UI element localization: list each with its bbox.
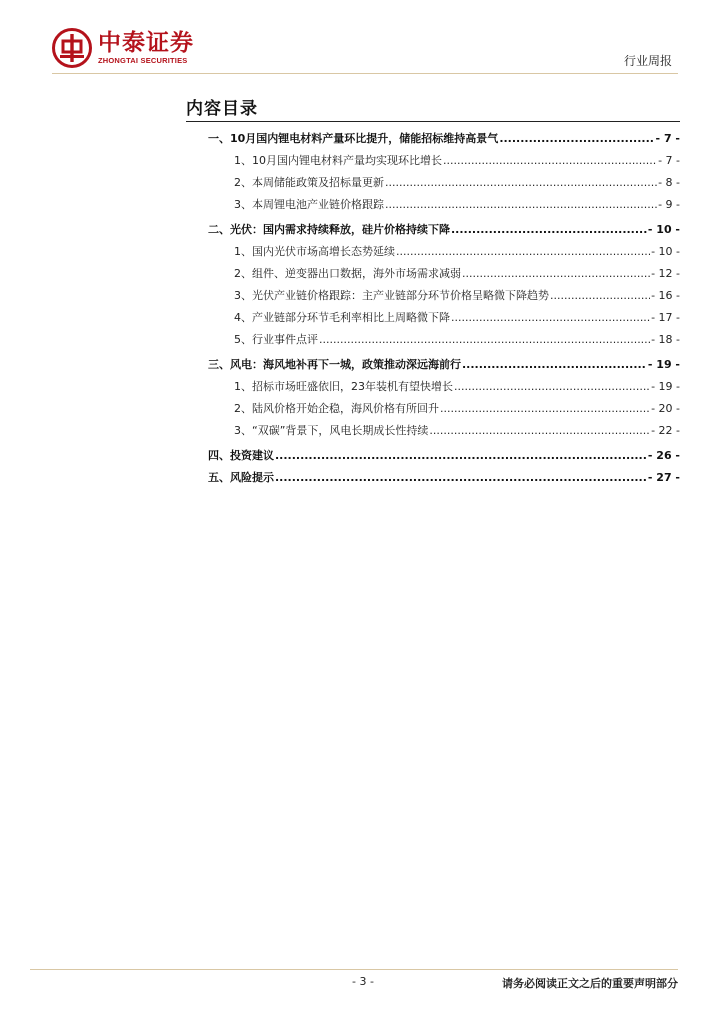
toc-entry-section-2[interactable] (186, 219, 680, 241)
toc-entry-text: 三、风电：海风地补再下一城，政策推动深远海前行 (208, 358, 461, 371)
toc-entry-page: - 26 - (647, 449, 680, 462)
toc-entry-page: - 7 - (658, 154, 680, 167)
toc-entry-text: 3、本周锂电池产业链价格跟踪 (234, 198, 384, 211)
toc-entry-text: 3、光伏产业链价格跟踪：主产业链部分环节价格呈略微下降趋势 (234, 289, 549, 302)
toc-entry-subsection[interactable] (186, 307, 680, 329)
toc-entry-text: 2、本周储能政策及招标量更新 (234, 176, 384, 189)
toc-entry-page: - 27 - (647, 471, 680, 484)
toc-entry-page: - 10 - (651, 245, 680, 258)
toc-entry-text: 四、投资建议 (208, 449, 274, 462)
toc-entry-page: - 7 - (655, 132, 680, 145)
toc-title-divider (186, 121, 680, 122)
toc-leader-dots (451, 219, 647, 241)
toc-entry-page: - 18 - (651, 333, 680, 346)
toc-leader-dots (429, 420, 650, 442)
header-divider (52, 73, 678, 74)
toc-entry-subsection[interactable] (186, 398, 680, 420)
toc-entry-text: 5、行业事件点评 (234, 333, 318, 346)
toc-entry-subsection[interactable] (186, 172, 680, 194)
toc-leader-dots (385, 172, 657, 194)
toc-entry-subsection[interactable] (186, 285, 680, 307)
toc-leader-dots (499, 128, 654, 150)
toc-entry-subsection[interactable] (186, 329, 680, 351)
toc-entry-text: 一、10月国内锂电材料产量环比提升，储能招标维持高景气 (208, 132, 499, 145)
toc-entry-text: 五、风险提示 (208, 471, 274, 484)
footer-disclaimer: 请务必阅读正文之后的重要声明部分 (502, 977, 678, 990)
toc-entry-text: 1、国内光伏市场高增长态势延续 (234, 245, 395, 258)
logo-chinese-name: 中泰证券 (98, 30, 194, 56)
toc-entry-page: - 9 - (658, 198, 680, 211)
report-type-label: 行业周报 (623, 54, 672, 68)
toc-entry-subsection[interactable] (186, 263, 680, 285)
page-number: - 3 - (352, 975, 374, 988)
toc-entry-text: 1、10月国内锂电材料产量均实现环比增长 (234, 154, 442, 167)
table-of-contents (186, 128, 680, 489)
toc-entry-text: 2、陆风价格开始企稳，海风价格有所回升 (234, 402, 439, 415)
toc-entry-subsection[interactable] (186, 376, 680, 398)
toc-entry-text: 2、组件、逆变器出口数据，海外市场需求减弱 (234, 267, 461, 280)
toc-leader-dots (396, 241, 650, 263)
toc-entry-subsection[interactable] (186, 194, 680, 216)
toc-entry-page: - 12 - (651, 267, 680, 280)
toc-entry-section-3[interactable] (186, 354, 680, 376)
toc-leader-dots (385, 194, 657, 216)
toc-leader-dots (550, 285, 650, 307)
toc-leader-dots (319, 329, 650, 351)
toc-leader-dots (440, 398, 650, 420)
company-logo (52, 28, 194, 68)
toc-entry-page: - 19 - (647, 358, 680, 371)
toc-leader-dots (451, 307, 650, 329)
toc-leader-dots (275, 445, 647, 467)
toc-entry-section-1[interactable] (186, 128, 680, 150)
page-header (0, 0, 724, 80)
toc-leader-dots (462, 354, 647, 376)
toc-entry-page: - 17 - (651, 311, 680, 324)
toc-entry-page: - 16 - (651, 289, 680, 302)
toc-leader-dots (443, 150, 657, 172)
toc-leader-dots (462, 263, 650, 285)
toc-leader-dots (454, 376, 650, 398)
logo-english-name: ZHONGTAI SECURITIES (98, 56, 188, 65)
toc-entry-page: - 22 - (651, 424, 680, 437)
toc-entry-page: - 19 - (651, 380, 680, 393)
toc-entry-subsection[interactable] (186, 420, 680, 442)
toc-entry-text: 4、产业链部分环节毛利率相比上周略微下降 (234, 311, 450, 324)
toc-entry-page: - 20 - (651, 402, 680, 415)
toc-title: 内容目录 (186, 99, 258, 119)
toc-entry-page: - 10 - (647, 223, 680, 236)
toc-entry-text: 二、光伏：国内需求持续释放，硅片价格持续下降 (208, 223, 450, 236)
toc-entry-subsection[interactable] (186, 150, 680, 172)
toc-entry-page: - 8 - (658, 176, 680, 189)
zhongtai-logo-icon (52, 28, 92, 68)
toc-leader-dots (275, 467, 647, 489)
toc-entry-subsection[interactable] (186, 241, 680, 263)
toc-entry-section-5[interactable] (186, 467, 680, 489)
footer-divider (30, 969, 678, 970)
toc-entry-section-4[interactable] (186, 445, 680, 467)
toc-entry-text: 1、招标市场旺盛依旧，23年装机有望快增长 (234, 380, 453, 393)
toc-entry-text: 3、“双碳”背景下，风电长期成长性持续 (234, 424, 429, 437)
